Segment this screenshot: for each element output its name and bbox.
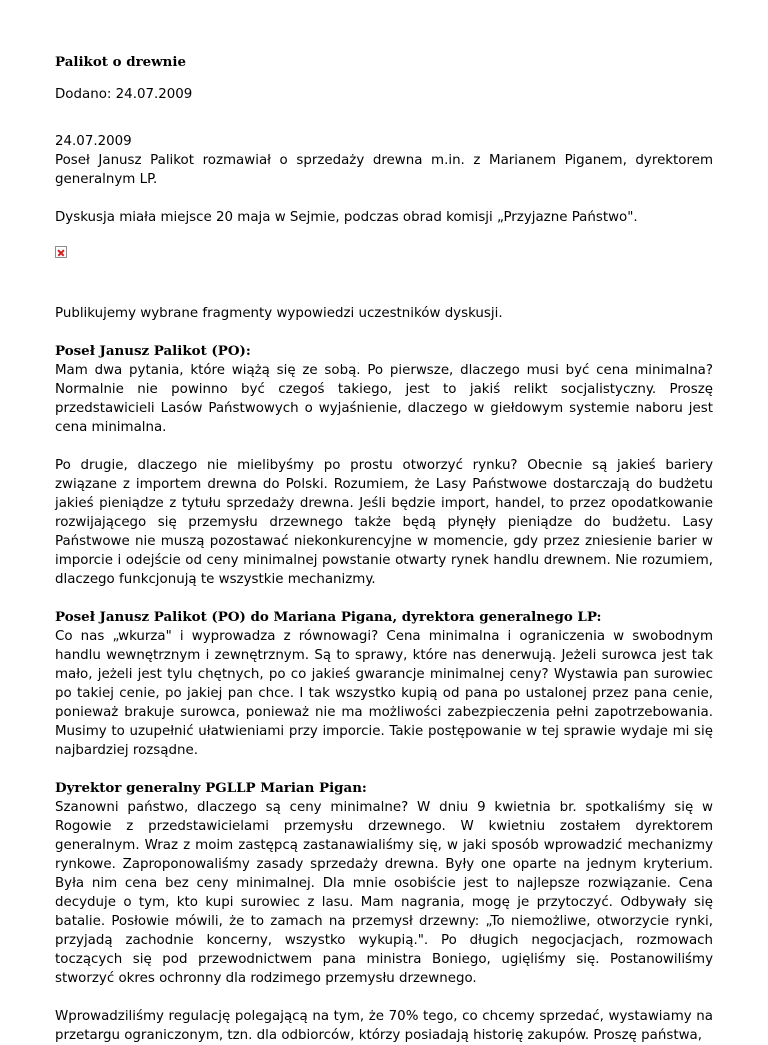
article-date: 24.07.2009 [55, 134, 132, 149]
speaker-label: Poseł Janusz Palikot (PO): [55, 343, 251, 359]
intro-text: Poseł Janusz Palikot rozmawiał o sprzedaży drewna m.in. z Marianem Piganem, dyrektorem generalnym LP. [55, 153, 713, 187]
section-text: Co nas „wkurza" i wyprowadza z równowagi? Cena minimalna i ograniczenia w swobodnym handlu wewnętrznym i zewnętrznym. Są to sprawy, które nas denerwują. Jeżeli surowca jest tak mało, jeżeli jest tylu chętnych, po co jakieś gwarancje minimalnej ceny? Wystawia pan surowiec po takiej cenie, po jakiej pan chce. I tak wszystko kupią od pana po ustalonej przez pana cenie, ponieważ brakuje surowca, ponieważ nie ma możliwości zabezpieczenia pełni zapotrzebowania. Musimy to uzupełnić ułatwieniami przy imporcie. Takie postępowanie w tej sprawie wydaje mi się najbardziej rozsądne. [55, 629, 713, 758]
added-date: Dodano: 24.07.2009 [55, 87, 193, 102]
publish-note: Publikujemy wybrane fragmenty wypowiedzi uczestników dyskusji. [55, 306, 503, 321]
section-text: Szanowni państwo, dlaczego są ceny minimalne? W dniu 9 kwietnia br. spotkaliśmy się w Rogowie z przedstawicielami przemysłu drzewnego. W kwietniu zostałem dyrektorem generalnym. Wraz z moim zastępcą zastanawialiśmy się, w jaki sposób wprowadzić mechanizmy rynkowe. Zaproponowaliśmy zasady sprzedaży drewna. Były one oparte na jednym kryterium. Była nim cena bez ceny minimalnej. Dla mnie osobiście jest to najlepsze rozwiązanie. Cena decyduje o tym, kto kupi surowiec z lasu. Mam nagrania, mogę je przytoczyć. Odbywały się batalie. Posłowie mówili, że to zamach na przemysł drzewny: „To niemożliwe, otworzycie rynki, przyjadą zachodnie koncerny, wszystko wykupią.". Po długich negocjacjach, rozmowach toczących się pod przewodnictwem pana ministra Boniego, ugięliśmy się. Postanowiliśmy stworzyć okres ochronny dla rodzimego przemysłu drzewnego. [55, 800, 713, 986]
discussion-paragraph: Dyskusja miała miejsce 20 maja w Sejmie, podczas obrad komisji „Przyjazne Państwo". [55, 210, 638, 225]
image-container [55, 246, 713, 304]
article-title: Palikot o drewnie [55, 54, 187, 70]
speaker-label: Dyrektor generalny PGLLP Marian Pigan: [55, 780, 367, 796]
paragraph-import: Po drugie, dlaczego nie mielibyśmy po prostu otworzyć rynku? Obecnie są jakieś bariery związane z importem drewna do Polski. Rozumiem, że Lasy Państwowe dostarczają do budżetu jakieś pieniądze z tytułu sprzedaży drewna. Jeśli będzie import, handel, to przez opodatkowanie rozwijającego się przemysłu drzewnego także będą płynęły pieniądze do budżetu. Lasy Państwowe nie muszą pozostawać niekonkurencyjne w momencie, gdy przez zniesienie barier w imporcie i odejście od ceny minimalnej powstanie otwarty rynek handlu drewnem. Nie rozumiem, dlaczego funkcjonują te wszystkie mechanizmy. [55, 458, 713, 587]
intro-paragraph [55, 132, 713, 189]
section-palikot-2 [55, 608, 713, 760]
paragraph-regulation: Wprowadziliśmy regulację polegającą na tym, że 70% tego, co chcemy sprzedać, wystawiamy na przetargu ograniczonym, tzn. dla odbiorców, którzy posiadają historię zakupów. Proszę państwa, [55, 1009, 713, 1043]
section-text: Mam dwa pytania, które wiążą się ze sobą. Po pierwsze, dlaczego musi być cena minimalna? Normalnie nie powinno być czegoś takiego, jest to jakiś relikt socjalistyczny. Proszę przedstawicieli Lasów Państwowych o wyjaśnienie, dlaczego w giełdowym systemie naboru jest cena minimalna. [55, 363, 713, 435]
broken-image-icon [55, 246, 67, 258]
section-palikot-1 [55, 342, 713, 437]
section-pigan [55, 779, 713, 988]
speaker-label: Poseł Janusz Palikot (PO) do Mariana Pigana, dyrektora generalnego LP: [55, 609, 602, 625]
